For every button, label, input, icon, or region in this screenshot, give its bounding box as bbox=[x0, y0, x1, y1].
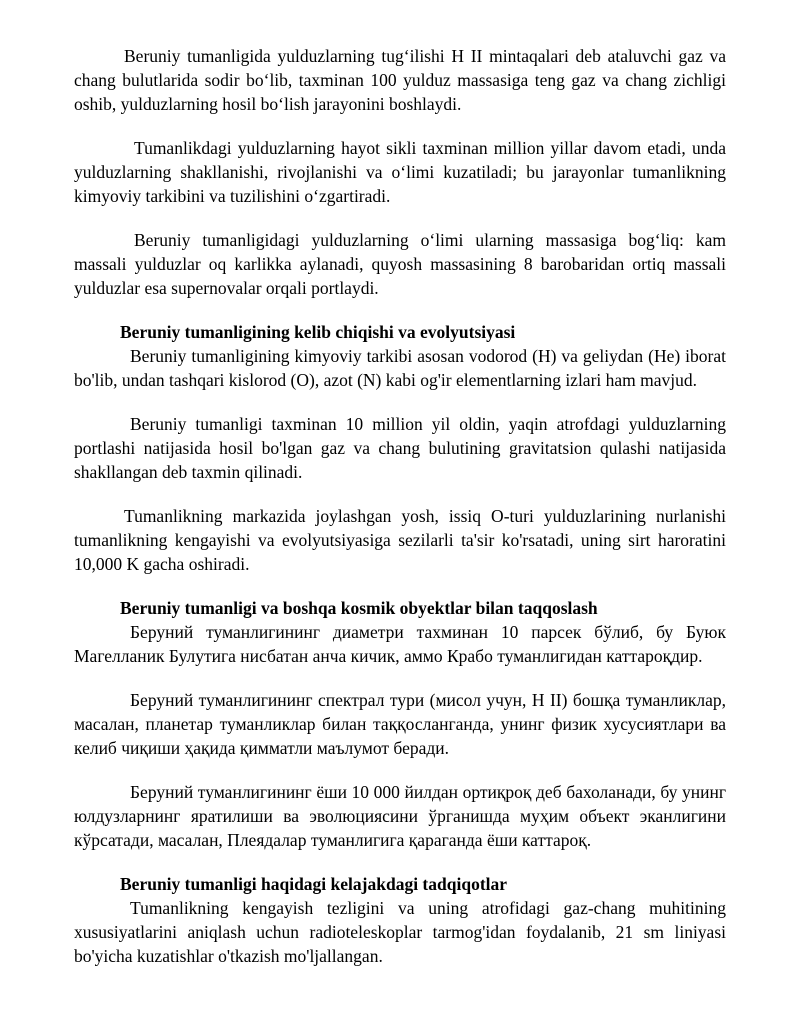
paragraph-diameter: Беруний туманлигининг диаметри тахминан 10 парсек бўлиб, бу Буюк Магелланик Булутига нисбатан анча кичик, аммо Крабо туманлигидан каттароқдир. bbox=[74, 622, 726, 666]
paragraph-composition: Beruniy tumanligining kimyoviy tarkibi asosan vodorod (H) va geliydan (He) iborat bo'lib, undan tashqari kislorod (O), azot (N) kabi og'ir elementlarning izlari ham mavjud. bbox=[74, 346, 726, 390]
paragraph-radiation: Tumanlikning markazida joylashgan yosh, issiq O-turi yulduzlarining nurlanishi tumanlikning kengayishi va evolyutsiyasiga sezilarli ta'sir ko'rsatadi, uning sirt haroratini 10,000 K gacha oshiradi. bbox=[74, 506, 726, 574]
paragraph-age: Беруний туманлигининг ёши 10 000 йилдан ортиқроқ деб бахоланади, бу унинг юлдузларнинг яратилиши ва эволюциясини ўрганишда муҳим объект эканлигини кўрсатади, масалан, Плеядалар туманлигига қараганда ёши каттароқ. bbox=[74, 782, 726, 850]
section-heading-future-research: Beruniy tumanligi haqidagi kelajakdagi tadqiqotlar bbox=[120, 874, 508, 894]
paragraph-life-cycle: Tumanlikdagi yulduzlarning hayot sikli taxminan million yillar davom etadi, unda yulduzlarning shakllanishi, rivojlanishi va o‘limi kuzatiladi; bu jarayonlar tumanlikning kimyoviy tarkibini va tuzilishini o‘zgartiradi. bbox=[74, 138, 726, 206]
section-heading-origin: Beruniy tumanligining kelib chiqishi va evolyutsiyasi bbox=[120, 322, 516, 342]
paragraph-observations: Tumanlikning kengayish tezligini va uning atrofidagi gaz-chang muhitining xususiyatlarini aniqlash uchun radioteleskoplar tarmog'idan foydalanib, 21 sm liniyasi bo'yicha kuzatishlar o'tkazish mo'ljallangan. bbox=[74, 898, 726, 966]
document-page bbox=[74, 44, 726, 968]
paragraph-formation: Beruniy tumanligi taxminan 10 million yil oldin, yaqin atrofdagi yulduzlarning portlashi natijasida hosil bo'lgan gaz va chang bulutining gravitatsion qulashi natijasida shakllangan deb taxmin qilinadi. bbox=[74, 414, 726, 482]
paragraph-star-death: Beruniy tumanligidagi yulduzlarning o‘limi ularning massasiga bog‘liq: kam massali yulduzlar oq karlikka aylanadi, quyosh massasining 8 barobaridan ortiq massali yulduzlar esa supernovalar orqali portlaydi. bbox=[74, 230, 726, 298]
paragraph-star-birth: Beruniy tumanligida yulduzlarning tug‘ilishi H II mintaqalari deb ataluvchi gaz va chang bulutlarida sodir bo‘lib, taxminan 100 yulduz massasiga teng gaz va chang zichligi oshib, yulduzlarning hosil bo‘lish jarayonini boshlaydi. bbox=[74, 46, 726, 114]
section-heading-comparison: Beruniy tumanligi va boshqa kosmik obyektlar bilan taqqoslash bbox=[120, 598, 598, 618]
paragraph-spectral-type: Беруний туманлигининг спектрал тури (мисол учун, H II) бошқа туманликлар, масалан, планетар туманликлар билан таққосланганда, унинг физик хусусиятлари ва келиб чиқиши ҳақида қимматли маълумот беради. bbox=[74, 690, 726, 758]
